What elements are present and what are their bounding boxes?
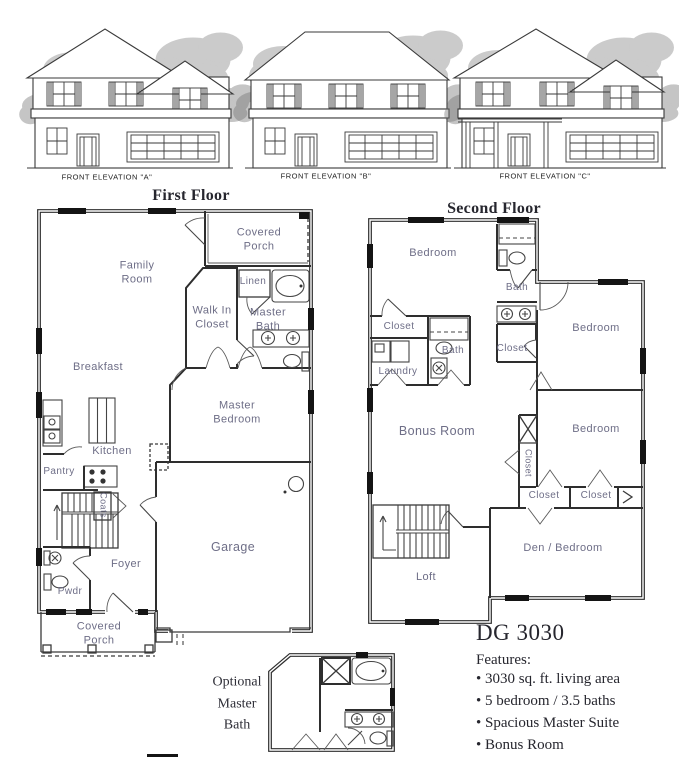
room-label-coats: Coats xyxy=(98,492,109,518)
room-label-bedroom-3: Bedroom xyxy=(572,423,620,436)
room-label-master-bedroom: Master Bedroom xyxy=(213,399,261,425)
elevation-b-drawing xyxy=(233,31,473,169)
room-label-master-bath: Master Bath xyxy=(249,306,287,332)
water-heater-icon xyxy=(289,477,304,492)
window-marks xyxy=(367,217,646,625)
room-label-family-room: Family Room xyxy=(119,259,155,285)
upper-windows-icon xyxy=(476,82,638,110)
room-label-covered-porch-top: Covered Porch xyxy=(236,226,282,252)
room-label-pwdr: Pwdr xyxy=(57,585,83,597)
room-label-bath-1: Bath xyxy=(505,281,529,293)
room-label-kitchen: Kitchen xyxy=(92,445,132,458)
elevation-c-drawing xyxy=(444,29,679,168)
room-label-den-bedroom: Den / Bedroom xyxy=(523,542,603,555)
stove-icon xyxy=(84,466,117,487)
kitchen-island-icon xyxy=(89,398,115,443)
room-label-pantry: Pantry xyxy=(43,465,75,477)
lower-window-icon xyxy=(47,128,67,154)
optional-master-bath-label: Optional Master Bath xyxy=(212,674,262,733)
elevation-a-drawing xyxy=(19,29,257,168)
front-door-icon xyxy=(295,134,317,166)
room-label-closet-1: Closet xyxy=(383,320,415,332)
room-label-bonus-room: Bonus Room xyxy=(398,424,476,439)
second-floor-drawing xyxy=(367,217,646,625)
toilet-icon xyxy=(348,728,393,746)
elevation-a-label: FRONT ELEVATION "A" xyxy=(61,172,153,182)
shower-icon xyxy=(322,658,350,684)
cropped-line xyxy=(147,754,178,757)
plan-info xyxy=(476,620,676,759)
room-label-breakfast: Breakfast xyxy=(72,361,124,374)
features-list xyxy=(476,671,676,754)
elevation-c-label: FRONT ELEVATION "C" xyxy=(499,171,591,181)
front-door-icon xyxy=(77,134,99,166)
feature-item: • Spacious Master Suite xyxy=(476,715,676,732)
bath1-walls xyxy=(497,224,537,288)
features-title: Features: xyxy=(476,652,531,668)
optional-bath-drawing xyxy=(270,652,395,750)
feature-item: • 5 bedroom / 3.5 baths xyxy=(476,693,676,710)
room-label-bath-2: Bath xyxy=(441,344,465,356)
lower-window-icon xyxy=(474,128,494,154)
garage-door-icon xyxy=(345,132,437,162)
staircase-icon xyxy=(373,505,449,558)
room-label-garage: Garage xyxy=(210,540,256,555)
room-label-covered-porch-bottom: Covered Porch xyxy=(76,620,122,646)
room-label-walk-in-closet: Walk In Closet xyxy=(192,304,232,330)
garage-door-icon xyxy=(127,132,219,162)
room-label-foyer: Foyer xyxy=(110,558,142,571)
feature-item: • Bonus Room xyxy=(476,737,676,754)
room-label-closet-2: Closet xyxy=(496,342,528,354)
feature-item: • 3030 sq. ft. living area xyxy=(476,671,676,688)
second-floor-title: Second Floor xyxy=(447,200,541,217)
first-floor-title: First Floor xyxy=(152,187,230,204)
room-label-bedroom-1: Bedroom xyxy=(409,247,457,260)
garage-door-icon xyxy=(566,132,658,162)
front-door-icon xyxy=(508,134,530,166)
room-label-linen: Linen xyxy=(239,275,267,287)
plan-name: DG 3030 xyxy=(476,620,565,645)
upper-windows-icon xyxy=(267,84,425,108)
powder-room xyxy=(43,547,90,612)
room-label-closet-5: Closet xyxy=(580,489,612,501)
room-label-closet-3: Closet xyxy=(523,449,534,477)
elevation-b-label: FRONT ELEVATION "B" xyxy=(280,171,372,181)
room-label-closet-4: Closet xyxy=(528,489,560,501)
window-marks xyxy=(36,208,314,615)
room-label-loft: Loft xyxy=(416,571,436,584)
double-sink-icon xyxy=(345,710,393,727)
room-label-bedroom-2: Bedroom xyxy=(572,322,620,335)
kitchen-sink-icon xyxy=(43,400,62,446)
room-label-laundry: Laundry xyxy=(378,365,418,377)
bathtub-icon xyxy=(352,658,391,684)
lower-window-icon xyxy=(265,128,285,154)
